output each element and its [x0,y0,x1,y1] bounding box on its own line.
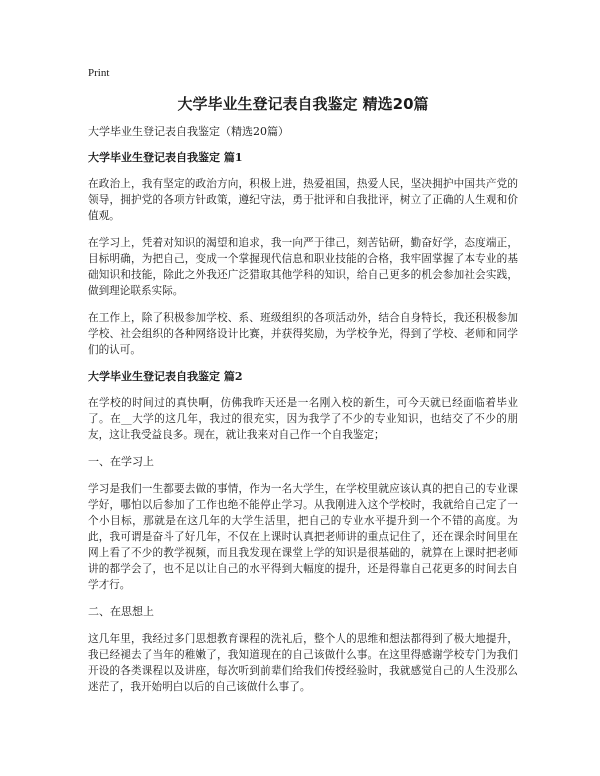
section-1 [88,150,518,358]
document-subtitle: 大学毕业生登记表自我鉴定（精选20篇） [88,125,289,138]
subsection-study-paragraph: 学习是我们一生都要去做的事情，作为一名大学生，在学校里就应该认真的把自己的专业课学好，哪怕以后参加了工作也绝不能停止学习。从我刚进入这个学校时，我就给自己定了一个小目标，那就是在这几年的大学生活里，把自己的专业水平提升到一个不错的高度。为此，我可谓是奋斗了好几年，不仅在上课时认真把老师讲的重点记住了，还在课余时间里在网上看了不少的教学视频，而且我发现在课堂上学的知识是很基础的，就算在上课时把老师讲的都学会了，也不足以让自己的水平得到大幅度的提升，还是得靠自己花更多的时间去自学才行。 [88,483,518,591]
document-title: 大学毕业生登记表自我鉴定 精选20篇 [177,95,429,113]
subsection-study-heading: 一、在学习上 [88,455,154,468]
document-page [88,66,518,706]
section-1-heading: 大学毕业生登记表自我鉴定 篇1 [88,151,243,164]
subsection-thought-paragraph: 这几年里，我经过多门思想教育课程的洗礼后，整个人的思维和想法都得到了极大地提升，我已经褪去了当年的稚嫩了，我知道现在的自己该做什么事。在这里得感谢学校专门为我们开设的各类课程以及讲座，每次听到前辈们给我们传授经验时，我就感觉自己的人生没那么迷茫了，我开始明白以后的自己该做什么事了。 [88,633,518,693]
section-1-paragraph-2: 在学习上，凭着对知识的渴望和追求，我一向严于律己，刻苦钻研，勤奋好学，态度端正，目标明确，为把自己，变成一个掌握现代信息和职业技能的合格，我牢固掌握了本专业的基础知识和技能，除此之外我还广泛猎取其他学科的知识，给自己更多的机会参加社会实践，做到理论联系实际。 [88,237,518,297]
subsection-thought-heading: 二、在思想上 [88,605,154,618]
section-2-intro: 在学校的时间过的真快啊，仿佛我昨天还是一名刚入校的新生，可今天就已经面临着毕业了。在__大学的这几年，我过的很充实，因为我学了不少的专业知识，也结交了不少的朋友，这让我受益良多。现在，就让我来对自己作一个自我鉴定； [88,397,518,441]
section-1-paragraph-3: 在工作上，除了积极参加学校、系、班级组织的各项活动外，结合自身特长，我还积极参加学校、社会组织的各种网络设计比赛，并获得奖励，为学校争光，得到了学校、老师和同学们的认可。 [88,312,518,356]
section-2-heading: 大学毕业生登记表自我鉴定 篇2 [88,370,243,383]
print-label: Print [88,67,110,79]
section-2 [88,369,518,695]
section-1-paragraph-1: 在政治上，我有坚定的政治方向，积极上进，热爱祖国，热爱人民，坚决拥护中国共产党的领导，拥护党的各项方针政策，遵纪守法，勇于批评和自我批评，树立了正确的人生观和价值观。 [88,178,518,222]
